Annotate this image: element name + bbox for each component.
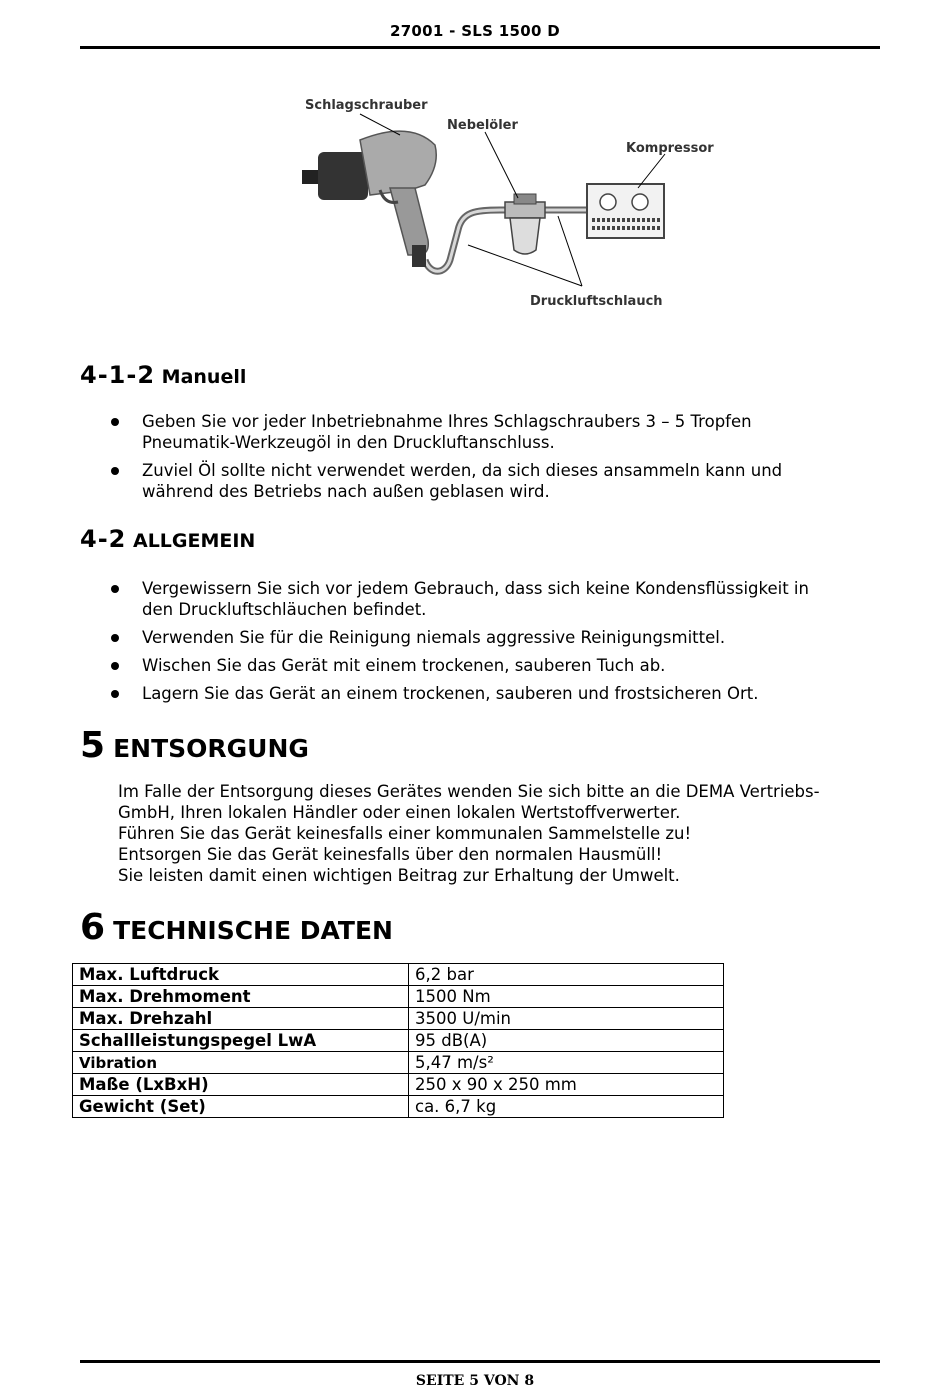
heading-text: TECHNISCHE DATEN [113, 916, 393, 945]
label-compressor: Kompressor [626, 141, 714, 156]
header-rule [80, 46, 880, 49]
table-row: Max. Drehzahl 3500 U/min [73, 1008, 724, 1030]
list-item: Vergewissern Sie sich vor jedem Gebrauch, dass sich keine Kondensflüssigkeit in den Druckluftschläuchen befindet. [108, 578, 878, 620]
list-item: Verwenden Sie für die Reinigung niemals aggressive Reinigungsmittel. [108, 627, 878, 648]
table-row: Schallleistungspegel LwA 95 dB(A) [73, 1030, 724, 1052]
heading-number: 6 [80, 907, 106, 948]
list-item: Wischen Sie das Gerät mit einem trockenen, sauberen Tuch ab. [108, 655, 878, 676]
heading-text: ALLGEMEIN [132, 530, 256, 552]
label-oiler: Nebelöler [447, 118, 518, 133]
list-item: Zuviel Öl sollte nicht verwendet werden, da sich dieses ansammeln kann und während des Betriebs nach außen geblasen wird. [108, 460, 878, 502]
footer-rule [80, 1360, 880, 1363]
manuell-bullet-list [108, 411, 878, 502]
table-row: Vibration 5,47 m/s² [73, 1052, 724, 1074]
heading-4-1-2 [80, 361, 246, 389]
heading-4-2 [80, 525, 255, 553]
heading-text: Manuell [161, 366, 247, 388]
list-item: Lagern Sie das Gerät an einem trockenen, sauberen und frostsicheren Ort. [108, 683, 878, 704]
page-footer: SEITE 5 VON 8 [415, 1373, 535, 1389]
table-row: Max. Drehmoment 1500 Nm [73, 986, 724, 1008]
heading-text: ENTSORGUNG [113, 734, 309, 763]
table-row: Gewicht (Set) ca. 6,7 kg [73, 1096, 724, 1118]
compressor-icon [587, 184, 664, 238]
heading-5 [80, 725, 309, 766]
table-row: Max. Luftdruck 6,2 bar [73, 964, 724, 986]
heading-number: 5 [80, 725, 106, 766]
spec-table [72, 963, 724, 1118]
label-hose: Druckluftschlauch [530, 294, 663, 309]
oiler-icon [505, 194, 545, 254]
heading-number: 4-1-2 [80, 361, 156, 389]
heading-6 [80, 907, 393, 948]
heading-number: 4-2 [80, 525, 127, 553]
connection-diagram [300, 90, 720, 320]
impact-wrench-icon [302, 131, 436, 267]
label-tool: Schlagschrauber [305, 98, 428, 113]
connection-diagram-svg [300, 90, 720, 320]
allgemein-bullet-list [108, 578, 878, 704]
disposal-paragraph: Im Falle der Entsorgung dieses Gerätes wenden Sie sich bitte an die DEMA Vertriebs- GmbH, Ihren lokalen Händler oder einen lokalen Wertstoffverwerter. Führen Sie das Gerät keinesfalls einer kommunalen Sammelstelle zu! Entsorgen Sie das Gerät keinesfalls über den normalen Hausmüll! Sie leisten damit einen wichtigen Beitrag zur Erhaltung der Umwelt. [118, 782, 820, 885]
page-header-title: 27001 - SLS 1500 D [389, 22, 561, 40]
hose-shape [425, 210, 515, 271]
list-item: Geben Sie vor jeder Inbetriebnahme Ihres Schlagschraubers 3 – 5 Tropfen Pneumatik-Werkzeugöl in den Druckluftanschluss. [108, 411, 878, 453]
table-row: Maße (LxBxH) 250 x 90 x 250 mm [73, 1074, 724, 1096]
